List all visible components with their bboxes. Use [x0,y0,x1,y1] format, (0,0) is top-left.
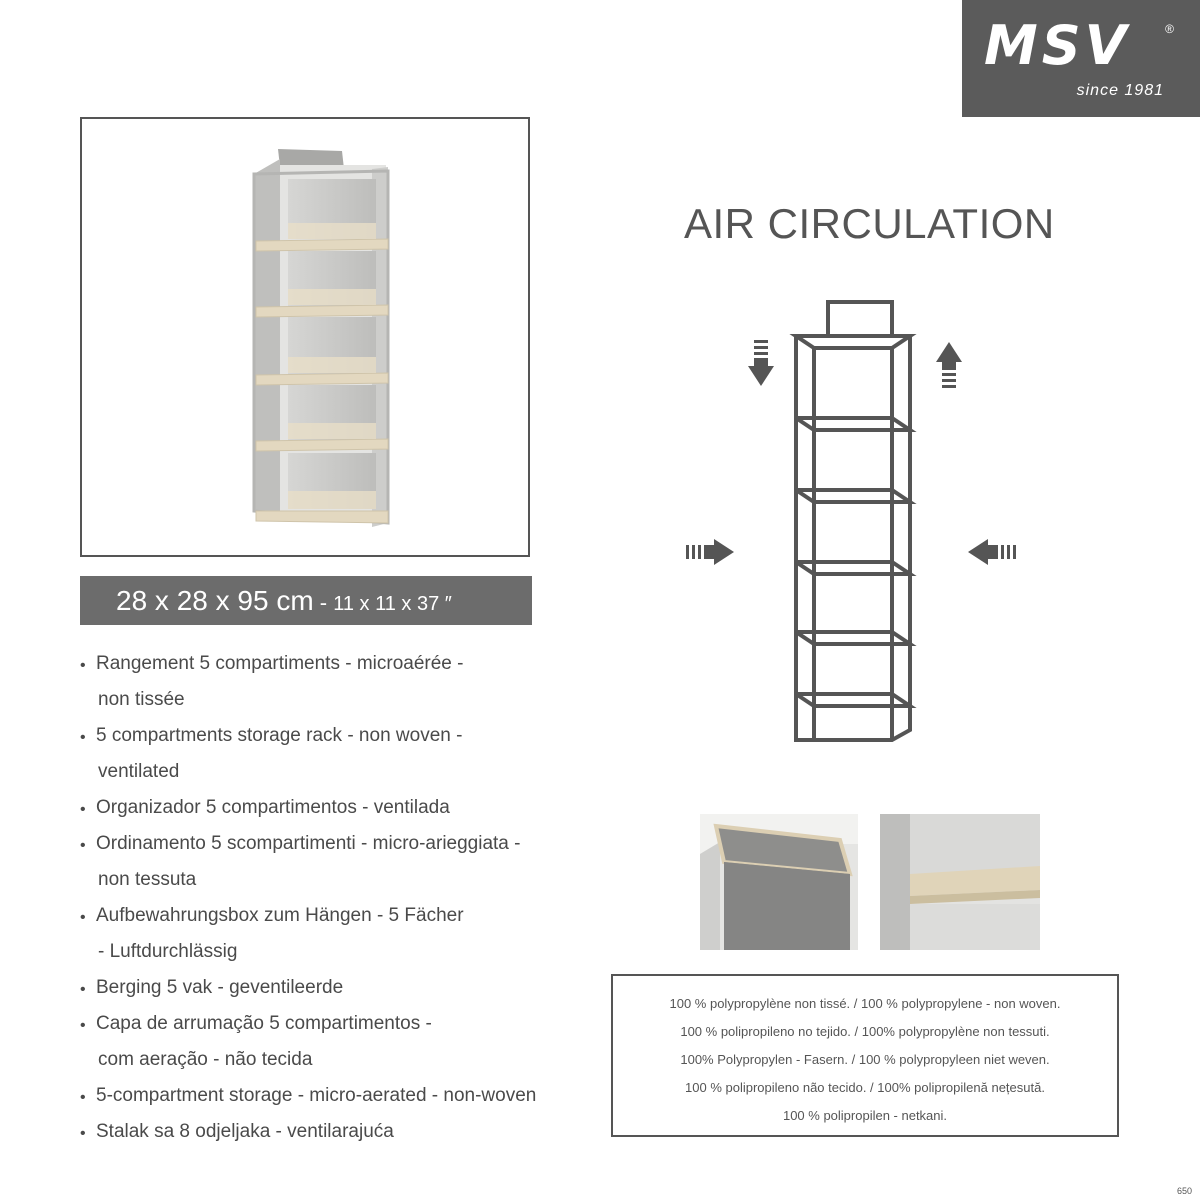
feature-item [78,646,588,718]
feature-item [78,718,588,790]
detail-photo-top [700,814,858,950]
feature-line: 5-compartment storage - micro-aerated - non-woven [96,1085,537,1106]
brand-name: MSV [984,14,1131,77]
feature-item [78,826,588,898]
page-code: 650 [1176,1186,1192,1196]
feature-line: Berging 5 vak - geventileerde [96,977,344,998]
registered-mark: ® [1165,22,1174,36]
feature-line: 5 compartments storage rack - non woven - [96,725,463,746]
brand-logo [962,0,1200,117]
air-circulation-diagram [680,290,1040,760]
feature-item [78,1078,588,1114]
hanger-tab-outline [828,302,892,336]
feature-item [78,1006,588,1078]
feature-line-continued: non tessuta [98,869,197,890]
composition-line: 100 % polipropileno não tecido. / 100% polipropilenă nețesută. [685,1080,1045,1095]
feature-line: Rangement 5 compartiments - microaérée - [96,653,464,674]
composition-line: 100 % polipropileno no tejido. / 100% polypropylène non tessuti. [680,1024,1050,1039]
composition-box [611,974,1119,1137]
feature-list [78,646,588,1150]
arrow-left-icon [968,539,1016,565]
feature-line: Ordinamento 5 scompartimenti - micro-arieggiata - [96,833,521,854]
product-photo [82,119,528,555]
feature-line: Stalak sa 8 odjeljaka - ventilarajuća [96,1121,394,1142]
feature-line-continued: ventilated [98,761,180,782]
feature-item [78,790,588,826]
feature-line-continued: com aeração - não tecida [98,1049,313,1070]
composition-line: 100 % polypropylène non tissé. / 100 % polypropylene - non woven. [669,996,1061,1011]
feature-line: Capa de arrumação 5 compartimentos - [96,1013,432,1034]
air-circulation-title: AIR CIRCULATION [684,200,1055,247]
feature-line-continued: - Luftdurchlässig [98,941,238,962]
brand-since: since 1981 [1076,82,1164,99]
arrow-down-icon [748,340,774,386]
detail-photo-shelf [880,814,1040,950]
unit-top [796,336,910,348]
arrow-up-icon [936,342,962,388]
dimensions-metric: 28 x 28 x 95 cm [116,585,314,616]
dimensions-separator: - [313,590,334,615]
feature-item [78,898,588,970]
feature-line: Organizador 5 compartimentos - ventilada [96,797,450,818]
feature-line-continued: non tissée [98,689,185,710]
composition-line: 100 % polipropilen - netkani. [782,1108,948,1123]
product-photo-frame [80,117,530,557]
feature-item [78,1114,588,1150]
feature-item [78,970,588,1006]
dimensions-imperial: 11 x 11 x 37 ″ [333,593,452,615]
dimensions-bar [80,576,532,625]
arrow-right-icon [686,539,734,565]
composition-line: 100% Polypropylen - Fasern. / 100 % polypropyleen niet weven. [680,1052,1050,1067]
feature-line: Aufbewahrungsbox zum Hängen - 5 Fächer [96,905,464,926]
